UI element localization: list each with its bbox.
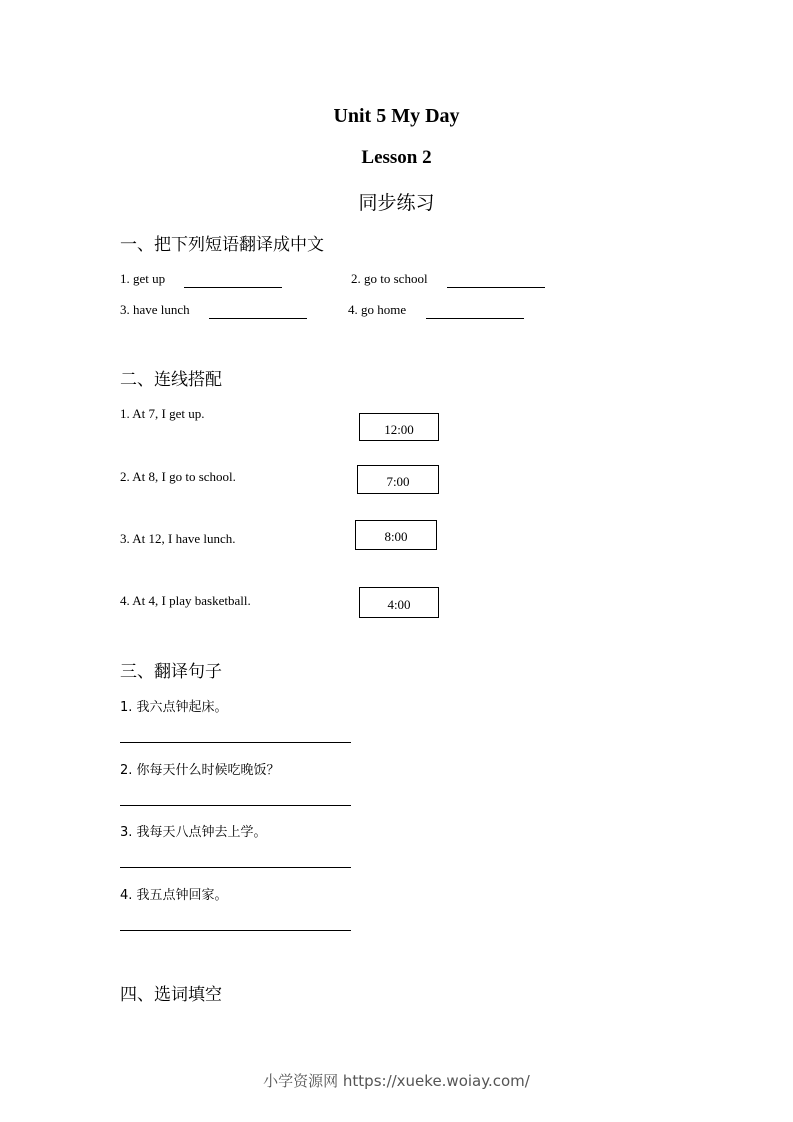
answer-line[interactable] bbox=[120, 867, 351, 868]
page-subtitle: 同步练习 bbox=[358, 192, 435, 214]
answer-blank[interactable] bbox=[447, 286, 545, 288]
answer-line[interactable] bbox=[120, 805, 351, 806]
match-sentence: 2. At 8, I go to school. bbox=[120, 469, 236, 484]
lesson-title: Lesson 2 bbox=[361, 147, 432, 168]
match-sentence: 3. At 12, I have lunch. bbox=[120, 531, 236, 546]
answer-blank[interactable] bbox=[209, 317, 307, 319]
translate-sentence: 3. 我每天八点钟去上学。 bbox=[120, 825, 267, 840]
phrase-item: 2. go to school bbox=[351, 271, 428, 286]
answer-blank[interactable] bbox=[426, 317, 524, 319]
section4-heading: 四、选词填空 bbox=[120, 985, 222, 1005]
section1-heading: 一、把下列短语翻译成中文 bbox=[120, 235, 324, 255]
time-box[interactable]: 7:00 bbox=[357, 465, 439, 494]
section2-heading: 二、连线搭配 bbox=[120, 370, 222, 390]
time-box[interactable]: 8:00 bbox=[355, 520, 437, 550]
time-box[interactable]: 4:00 bbox=[359, 587, 439, 618]
phrase-item: 1. get up bbox=[120, 271, 166, 286]
phrase-item: 3. have lunch bbox=[120, 302, 190, 317]
translate-sentence: 4. 我五点钟回家。 bbox=[120, 888, 228, 903]
translate-sentence: 1. 我六点钟起床。 bbox=[120, 700, 228, 715]
answer-line[interactable] bbox=[120, 742, 351, 743]
section3-heading: 三、翻译句子 bbox=[120, 662, 222, 682]
match-sentence: 1. At 7, I get up. bbox=[120, 406, 205, 421]
phrase-item: 4. go home bbox=[348, 302, 407, 317]
answer-blank[interactable] bbox=[184, 286, 282, 288]
translate-sentence: 2. 你每天什么时候吃晚饭？ bbox=[120, 763, 280, 778]
page-title: Unit 5 My Day bbox=[333, 105, 460, 127]
answer-line[interactable] bbox=[120, 930, 351, 931]
time-box[interactable]: 12:00 bbox=[359, 413, 439, 441]
match-sentence: 4. At 4, I play basketball. bbox=[120, 593, 251, 608]
footer-watermark: 小学资源网 https://xueke.woiay.com/ bbox=[263, 1072, 530, 1090]
